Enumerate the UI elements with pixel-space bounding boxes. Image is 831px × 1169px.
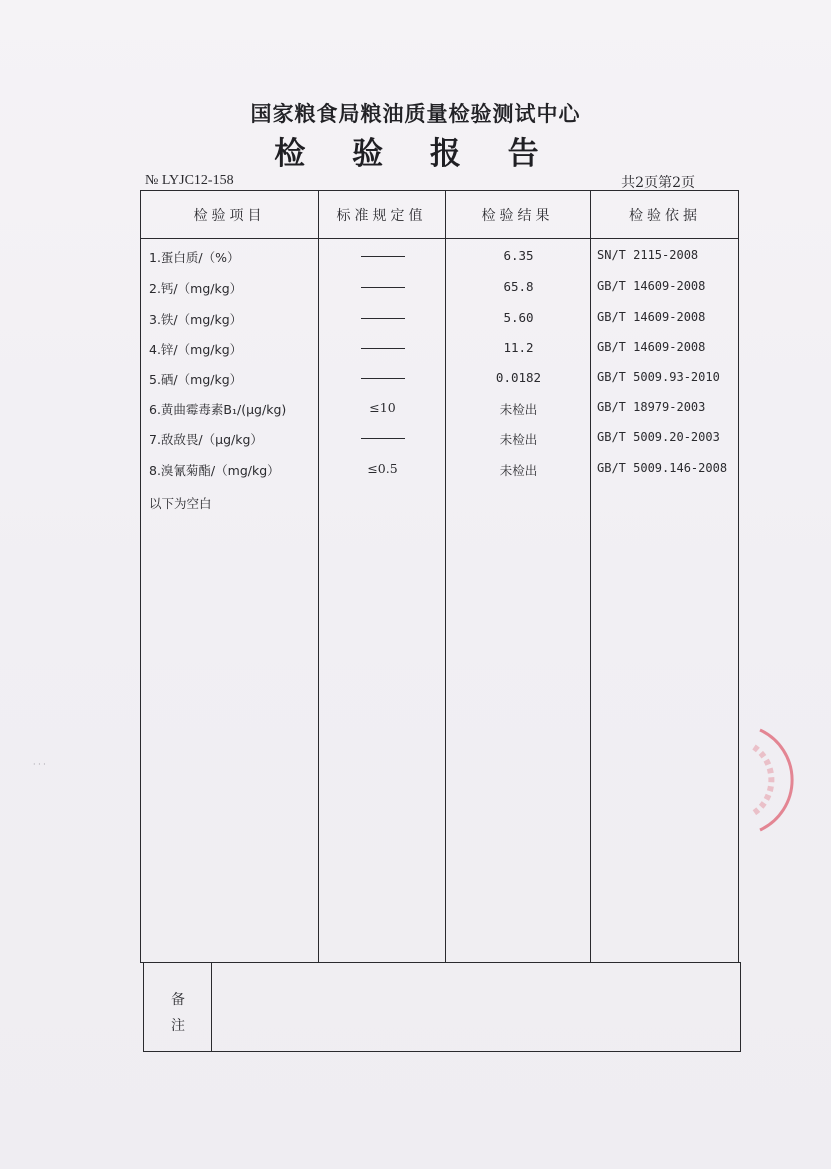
column-header-item: 检验项目 bbox=[193, 208, 266, 224]
table-row bbox=[141, 248, 740, 270]
result-value: 未检出 bbox=[499, 402, 538, 417]
column-divider bbox=[445, 191, 446, 962]
remarks-label-line1: 备 bbox=[171, 992, 185, 1008]
item-name: 3.铁/（mg/kg） bbox=[149, 312, 243, 327]
standard-value-dash bbox=[319, 310, 446, 325]
document-title: 检 验 报 告 bbox=[274, 136, 557, 172]
page-info: 共2页第2页 bbox=[621, 175, 695, 191]
table-row bbox=[141, 370, 740, 392]
header-divider bbox=[141, 238, 738, 239]
standard-value-dash bbox=[319, 248, 446, 263]
standard-value-dash bbox=[319, 370, 446, 385]
result-value: 6.35 bbox=[503, 248, 534, 263]
item-name: 2.钙/（mg/kg） bbox=[149, 281, 243, 296]
result-value: 0.0182 bbox=[495, 370, 542, 385]
table-row bbox=[141, 279, 740, 301]
organization-name: 国家粮食局粮油质量检验测试中心 bbox=[250, 102, 581, 126]
basis-value: GB/T 14609-2008 bbox=[597, 279, 706, 293]
result-value: 11.2 bbox=[503, 340, 534, 355]
table-row bbox=[141, 430, 740, 452]
item-name: 8.溴氰菊酯/（mg/kg） bbox=[149, 463, 280, 478]
blank-below-note: 以下为空白 bbox=[149, 496, 212, 511]
standard-value-dash bbox=[319, 279, 446, 294]
table-row bbox=[141, 400, 740, 422]
basis-value: GB/T 14609-2008 bbox=[597, 310, 706, 324]
item-name: 5.硒/（mg/kg） bbox=[149, 372, 243, 387]
table-row bbox=[141, 310, 740, 332]
standard-value: ≤10 bbox=[369, 400, 396, 415]
table-row bbox=[141, 340, 740, 362]
column-header-standard: 标准规定值 bbox=[336, 208, 427, 224]
column-divider bbox=[590, 191, 591, 962]
result-value: 未检出 bbox=[499, 463, 538, 478]
remarks-label-line2: 注 bbox=[171, 1018, 185, 1034]
table-row bbox=[141, 461, 740, 483]
result-value: 65.8 bbox=[503, 279, 534, 294]
basis-value: GB/T 14609-2008 bbox=[597, 340, 706, 354]
column-divider bbox=[318, 191, 319, 962]
basis-value: GB/T 5009.20-2003 bbox=[597, 430, 720, 444]
basis-value: GB/T 5009.146-2008 bbox=[597, 461, 728, 475]
remarks-box bbox=[143, 962, 741, 1052]
result-value: 未检出 bbox=[499, 432, 538, 447]
standard-value: ≤0.5 bbox=[367, 461, 398, 476]
basis-value: GB/T 18979-2003 bbox=[597, 400, 706, 414]
report-number: № LYJC12-158 bbox=[145, 173, 234, 188]
item-name: 7.敌敌畏/（μg/kg） bbox=[149, 432, 263, 447]
basis-value: SN/T 2115-2008 bbox=[597, 248, 699, 262]
column-header-result: 检验结果 bbox=[481, 208, 554, 224]
remarks-divider bbox=[211, 963, 212, 1051]
column-header-basis: 检验依据 bbox=[629, 208, 701, 224]
item-name: 1.蛋白质/（%） bbox=[149, 250, 240, 265]
basis-value: GB/T 5009.93-2010 bbox=[597, 370, 720, 384]
standard-value-dash bbox=[319, 430, 446, 445]
official-seal-stamp bbox=[738, 725, 798, 835]
result-value: 5.60 bbox=[503, 310, 534, 325]
item-name: 4.锌/（mg/kg） bbox=[149, 342, 243, 357]
results-table bbox=[140, 190, 739, 963]
standard-value-dash bbox=[319, 340, 446, 355]
scan-artifact: · · · bbox=[33, 760, 46, 769]
item-name: 6.黄曲霉毒素B₁/(μg/kg) bbox=[149, 402, 287, 417]
